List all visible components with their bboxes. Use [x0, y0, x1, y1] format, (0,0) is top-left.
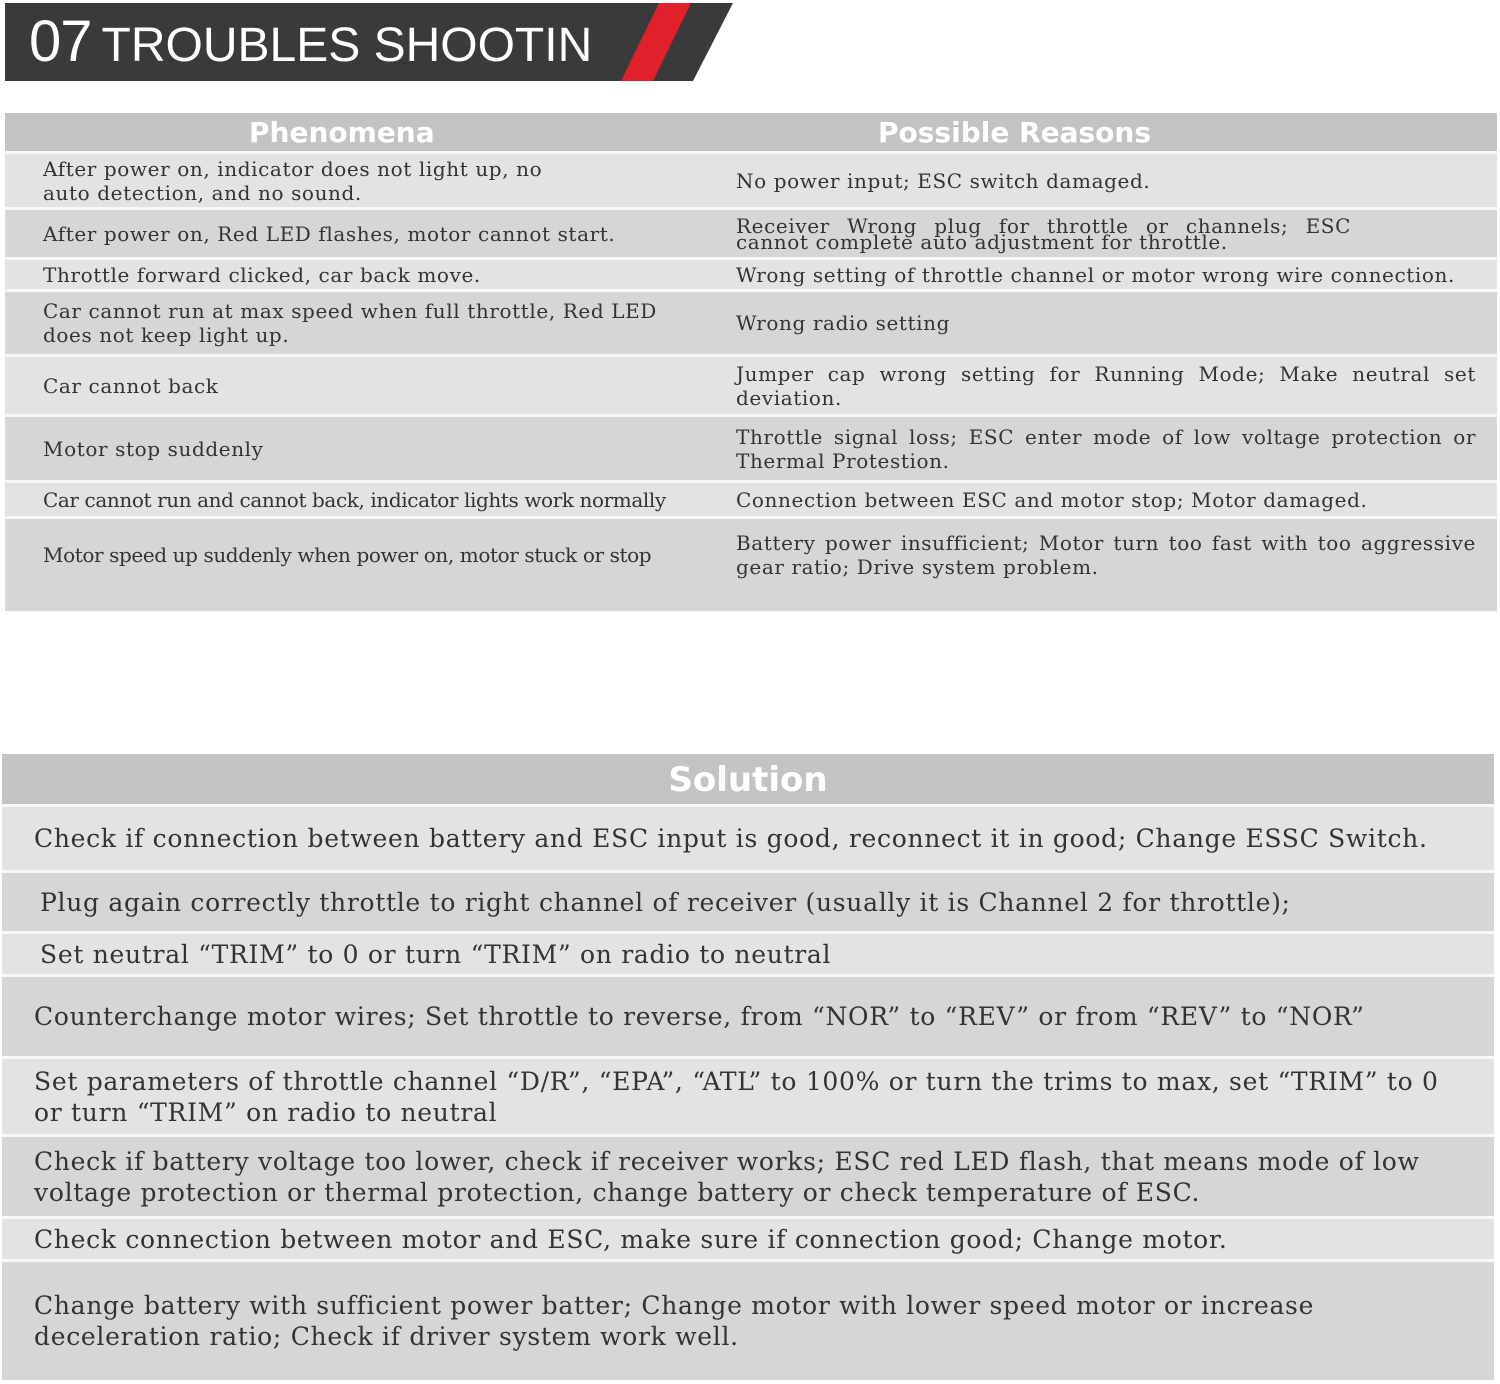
section-banner — [5, 3, 750, 81]
solution-cell: Check if connection between battery and ESC input is good, reconnect it in good; Change ESSC Switch. — [34, 824, 1428, 853]
section-number: 07 — [29, 9, 92, 74]
solution-table — [2, 754, 1494, 1380]
phenomenon-cell: After power on, Red LED flashes, motor cannot start. — [43, 221, 616, 246]
solution-header: Solution — [2, 754, 1494, 804]
solution-cell: Change battery with sufficient power batter; Change motor with lower speed motor or increase deceleration ratio; Check if driver system work well. — [34, 1291, 1315, 1351]
phenomenon-cell: Car cannot run at max speed when full throttle, Red LED does not keep light up. — [43, 299, 657, 347]
solution-row — [2, 1134, 1494, 1216]
solution-cell: Set parameters of throttle channel “D/R”, “EPA”, “ATL” to 100% or turn the trims to max, set “TRIM” to 0 or turn “TRIM” on radio to neutral — [34, 1066, 1439, 1127]
reason-cell: Battery power insufficient; Motor turn too fast with too aggressive gear ratio; Drive system problem. — [736, 531, 1476, 579]
phenomenon-cell: Car cannot run and cannot back, indicator lights work normally — [43, 487, 666, 512]
table-row — [5, 516, 1497, 611]
banner-text — [29, 3, 592, 81]
reason-cell: Throttle signal loss; ESC enter mode of low voltage protection or Thermal Protestion. — [736, 424, 1476, 473]
solution-row — [2, 1259, 1494, 1380]
solution-cell: Check if battery voltage too lower, check if receiver works; ESC red LED flash, that means mode of low voltage protection or thermal protection, change battery or check temperature of ESC. — [34, 1146, 1420, 1207]
reason-cell: Jumper cap wrong setting for Running Mode; Make neutral set deviation. — [736, 361, 1476, 410]
section-title: TROUBLES SHOOTIN — [101, 19, 593, 72]
table-row — [5, 289, 1497, 354]
solution-row — [2, 1216, 1494, 1259]
table-row — [5, 207, 1497, 257]
table-row — [5, 480, 1497, 516]
table-row — [5, 354, 1497, 414]
reason-cell: Wrong radio setting — [736, 311, 951, 335]
phenomenon-cell: Throttle forward clicked, car back move. — [43, 262, 481, 287]
solution-cell: Plug again correctly throttle to right channel of receiver (usually it is Channel 2 for throttle); — [40, 887, 1291, 917]
phenomena-header: Phenomena — [249, 116, 435, 149]
solution-row — [2, 931, 1494, 974]
reasons-header: Possible Reasons — [878, 116, 1152, 149]
phenomenon-cell: Car cannot back — [43, 373, 219, 398]
solution-row — [2, 974, 1494, 1056]
phenomenon-cell: Motor stop suddenly — [43, 436, 264, 461]
solution-row — [2, 804, 1494, 870]
phenomenon-cell: Motor speed up suddenly when power on, motor stuck or stop — [43, 543, 652, 567]
solution-cell: Check connection between motor and ESC, make sure if connection good; Change motor. — [34, 1224, 1228, 1254]
table-row — [5, 151, 1497, 207]
solution-cell: Set neutral “TRIM” to 0 or turn “TRIM” on radio to neutral — [40, 939, 832, 969]
reason-cell: No power input; ESC switch damaged. — [736, 168, 1151, 193]
table-row — [5, 414, 1497, 480]
table-row — [5, 257, 1497, 289]
solution-row — [2, 1056, 1494, 1134]
reason-cell: Receiver Wrong plug for throttle or channels; ESC cannot complete auto adjustment for throttle. — [736, 213, 1351, 254]
phenomena-reasons-table — [5, 113, 1497, 611]
phenomenon-cell: After power on, indicator does not light up, no auto detection, and no sound. — [43, 156, 543, 205]
reason-cell: Connection between ESC and motor stop; Motor damaged. — [736, 487, 1368, 512]
solution-cell: Counterchange motor wires; Set throttle to reverse, from “NOR” to “REV” or from “REV” to “NOR” — [34, 1002, 1365, 1031]
solution-row — [2, 870, 1494, 931]
reason-cell: Wrong setting of throttle channel or motor wrong wire connection. — [736, 262, 1455, 287]
table-header — [5, 113, 1497, 151]
